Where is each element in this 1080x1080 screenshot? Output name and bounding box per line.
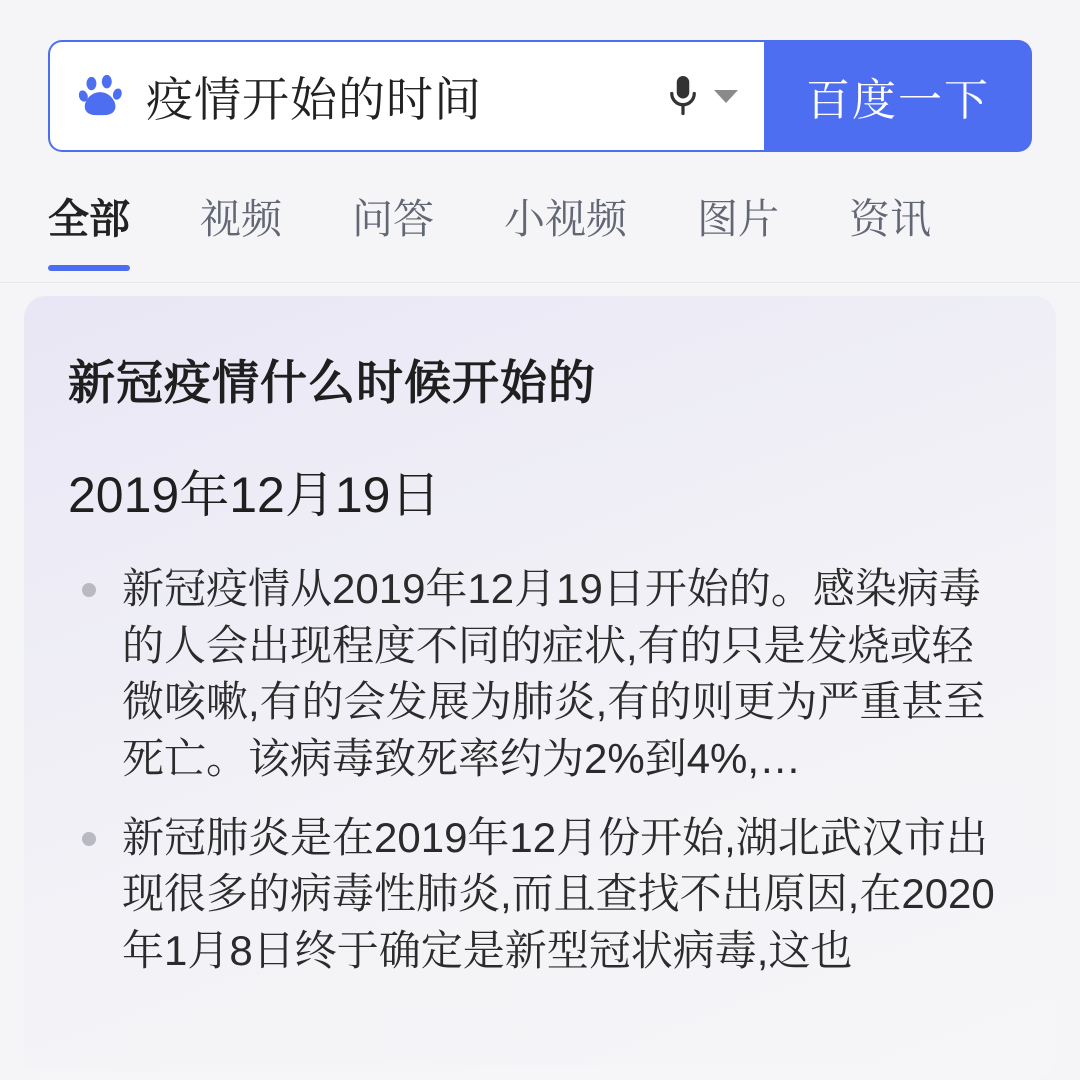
answer-card-highlight: 2019年12月19日 [68, 467, 441, 523]
list-item: 新冠疫情从2019年12月19日开始的。感染病毒的人会出现程度不同的症状,有的只是发烧或轻微咳嗽,有的会发展为肺炎,有的则更为严重甚至死亡。该病毒致死率约为2%到4%,… [68, 561, 1012, 788]
search-input[interactable] [48, 40, 764, 152]
tab-qa[interactable]: 问答 [352, 196, 434, 242]
search-query-text: 疫情开始的时间 [146, 72, 482, 126]
search-button[interactable]: 百度一下 [764, 40, 1032, 152]
chevron-down-icon[interactable] [714, 90, 738, 103]
list-item: 新冠肺炎是在2019年12月份开始,湖北武汉市出现很多的病毒性肺炎,而且查找不出原因,在2020年1月8日终于确定是新型冠状病毒,这也 [68, 810, 1012, 980]
tab-short-video[interactable]: 小视频 [504, 196, 627, 242]
search-bar [48, 40, 1032, 152]
tab-all[interactable]: 全部 [48, 178, 130, 271]
baidu-paw-logo [76, 70, 128, 122]
tabs-divider [0, 282, 1080, 283]
tab-news[interactable]: 资讯 [849, 196, 931, 242]
tab-images[interactable]: 图片 [697, 196, 779, 242]
answer-card-bullets [68, 561, 1012, 980]
result-tabs [48, 178, 1058, 274]
answer-card-title: 新冠疫情什么时候开始的 [68, 356, 596, 409]
microphone-icon[interactable] [668, 74, 698, 118]
tab-video[interactable]: 视频 [200, 196, 282, 242]
answer-card[interactable] [24, 296, 1056, 1080]
card-fade-overlay [24, 1054, 1056, 1080]
search-input-actions [668, 74, 764, 118]
